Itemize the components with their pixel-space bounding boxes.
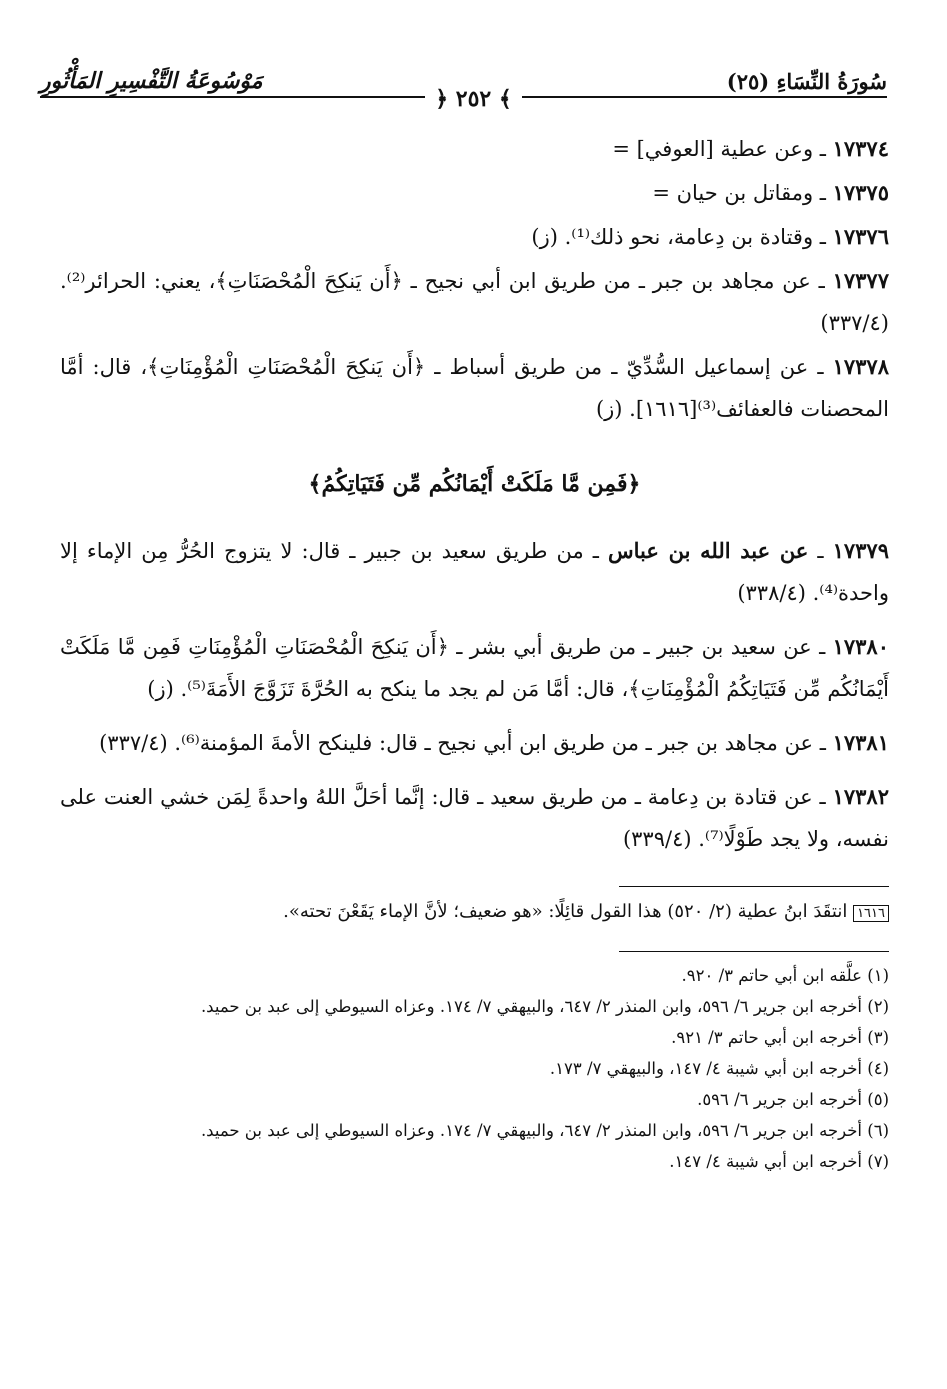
footnote-7: (٧) أخرجه ابن أبي شيبة ٤/ ١٤٧. <box>669 1152 889 1171</box>
commentary-box-number: ١٦١٦ <box>853 905 889 922</box>
entry-text: ـ وعن عطية [العوفي] = <box>612 137 833 161</box>
entry-number: ١٧٣٧٤ <box>832 136 889 161</box>
entry-number: ١٧٣٨٠ <box>832 634 889 659</box>
entry-text: ـ عن مجاهد بن جبر ـ من طريق ابن أبي نجيح ـ قال: فلينكح الأمةَ المؤمنة⁽⁶⁾. (٣٣٧/٤) <box>99 731 833 755</box>
entry-17375 <box>60 172 889 214</box>
entry-17378 <box>60 346 889 430</box>
entry-17376 <box>60 216 889 258</box>
entry-number: ١٧٣٧٥ <box>832 180 889 205</box>
footnote-5: (٥) أخرجه ابن جرير ٦/ ٥٩٦. <box>697 1090 889 1109</box>
page-number: ﴾ ٢٥٢ ﴿ <box>425 86 522 112</box>
entry-17374 <box>60 128 889 170</box>
entry-17377 <box>60 260 889 344</box>
footnote-3: (٣) أخرجه ابن أبي حاتم ٣/ ٩٢١. <box>671 1028 889 1047</box>
entry-text: ـ من طريق سعيد بن جبير ـ قال: لا يتزوج الحُرُّ مِن الإماء إلا واحدة⁽⁴⁾. (٣٣٨/٤) <box>60 539 889 605</box>
entry-number: ١٧٣٧٩ <box>832 538 889 563</box>
entry-number: ١٧٣٧٧ <box>832 268 889 293</box>
footnote-6: (٦) أخرجه ابن جرير ٦/ ٥٩٦، وابن المنذر ٢/ ٦٤٧، والبيهقي ٧/ ١٧٤. وعزاه السيوطي إلى عبد بن حميد. <box>200 1121 889 1140</box>
surah-title: سُورَةُ النِّسَاءِ (٢٥) <box>726 69 887 94</box>
entry-number: ١٧٣٧٨ <box>832 354 889 379</box>
commentary-text: انتقَدَ ابنُ عطية (٢/ ٥٢٠) هذا القول قائِلًا: «هو ضعيف؛ لأنَّ الإماء يَقَعْنَ تحته». <box>283 901 854 922</box>
verse-heading: ﴿فَمِن مَّا مَلَكَتْ أَيْمَانُكُم مِّن فَتَيَاتِكُمُ﴾ <box>308 471 641 497</box>
entry-number: ١٧٣٨١ <box>832 730 889 755</box>
entry-17379: ١٧٣٧٩ ـ عن عبد الله بن عباس ـ من طريق سعيد بن جبير ـ قال: لا يتزوج الحُرُّ مِن الإماء إلا واحدة⁽⁴⁾. (٣٣٨/٤) <box>60 538 889 605</box>
entry-number: ١٧٣٧٦ <box>832 224 889 249</box>
entry-text: ـ وقتادة بن دِعامة، نحو ذلك⁽¹⁾. (ز) <box>531 225 833 249</box>
footnotes <box>60 960 889 1177</box>
entry-text: ـ عن مجاهد بن جبر ـ من طريق ابن أبي نجيح ـ ﴿أَن يَنكِحَ الْمُحْصَنَاتِ﴾، يعني: الحرائر⁽²⁾. (٣٣٧/٤) <box>60 269 889 335</box>
entry-number: ١٧٣٨٢ <box>832 784 889 809</box>
entry-17380 <box>60 626 889 710</box>
page-number-wrap <box>0 86 947 112</box>
commentary-separator <box>619 886 889 887</box>
entry-text: ـ عن قتادة بن دِعامة ـ من طريق سعيد ـ قال: إنَّما أحَلَّ اللهُ واحدةً لِمَن خشي العنت على نفسه، ولا يجد طَوْلًا⁽⁷⁾. (٣٣٩/٤) <box>60 785 889 851</box>
entry-17381 <box>60 722 889 764</box>
entry-text: ـ ومقاتل بن حيان = <box>652 181 833 205</box>
footnote-2: (٢) أخرجه ابن جرير ٦/ ٥٩٦، وابن المنذر ٢/ ٦٤٧، والبيهقي ٧/ ١٧٤. وعزاه السيوطي إلى عبد بن حميد. <box>200 997 889 1016</box>
narrator-name: عن عبد الله بن عباس <box>608 538 809 563</box>
book-title: مَوْسُوعَةُ التَّفْسِيرِ المَأْثُورِ <box>40 68 263 94</box>
footnote-1: (١) علَّقه ابن أبي حاتم ٣/ ٩٢٠. <box>681 966 889 985</box>
entry-text: ـ عن إسماعيل السُّدِّيّ ـ من طريق أسباط ـ ﴿أَن يَنكِحَ الْمُحْصَنَاتِ الْمُؤْمِنَاتِ﴾، قال: أمَّا المحصنات فالعفائف⁽³⁾[١٦١٦]. (ز) <box>60 355 889 421</box>
page-content <box>60 128 889 1177</box>
entry-17382 <box>60 776 889 860</box>
commentary-note <box>60 895 889 931</box>
entry-text: ـ عن سعيد بن جبير ـ من طريق أبي بشر ـ ﴿أَن يَنكِحَ الْمُحْصَنَاتِ الْمُؤْمِنَاتِ فَمِن مَّا مَلَكَتْ أَيْمَانُكُم مِّن فَتَيَاتِكُمُ الْمُؤْمِنَاتِ﴾، قال: أمَّا مَن لم يجد ما ينكح به الحُرَّةَ تَزَوَّجَ الأَمَةَ⁽⁵⁾. (ز) <box>60 635 889 701</box>
footnote-4: (٤) أخرجه ابن أبي شيبة ٤/ ١٤٧، والبيهقي ٧/ ١٧٣. <box>549 1059 889 1078</box>
footnote-separator <box>619 951 889 952</box>
